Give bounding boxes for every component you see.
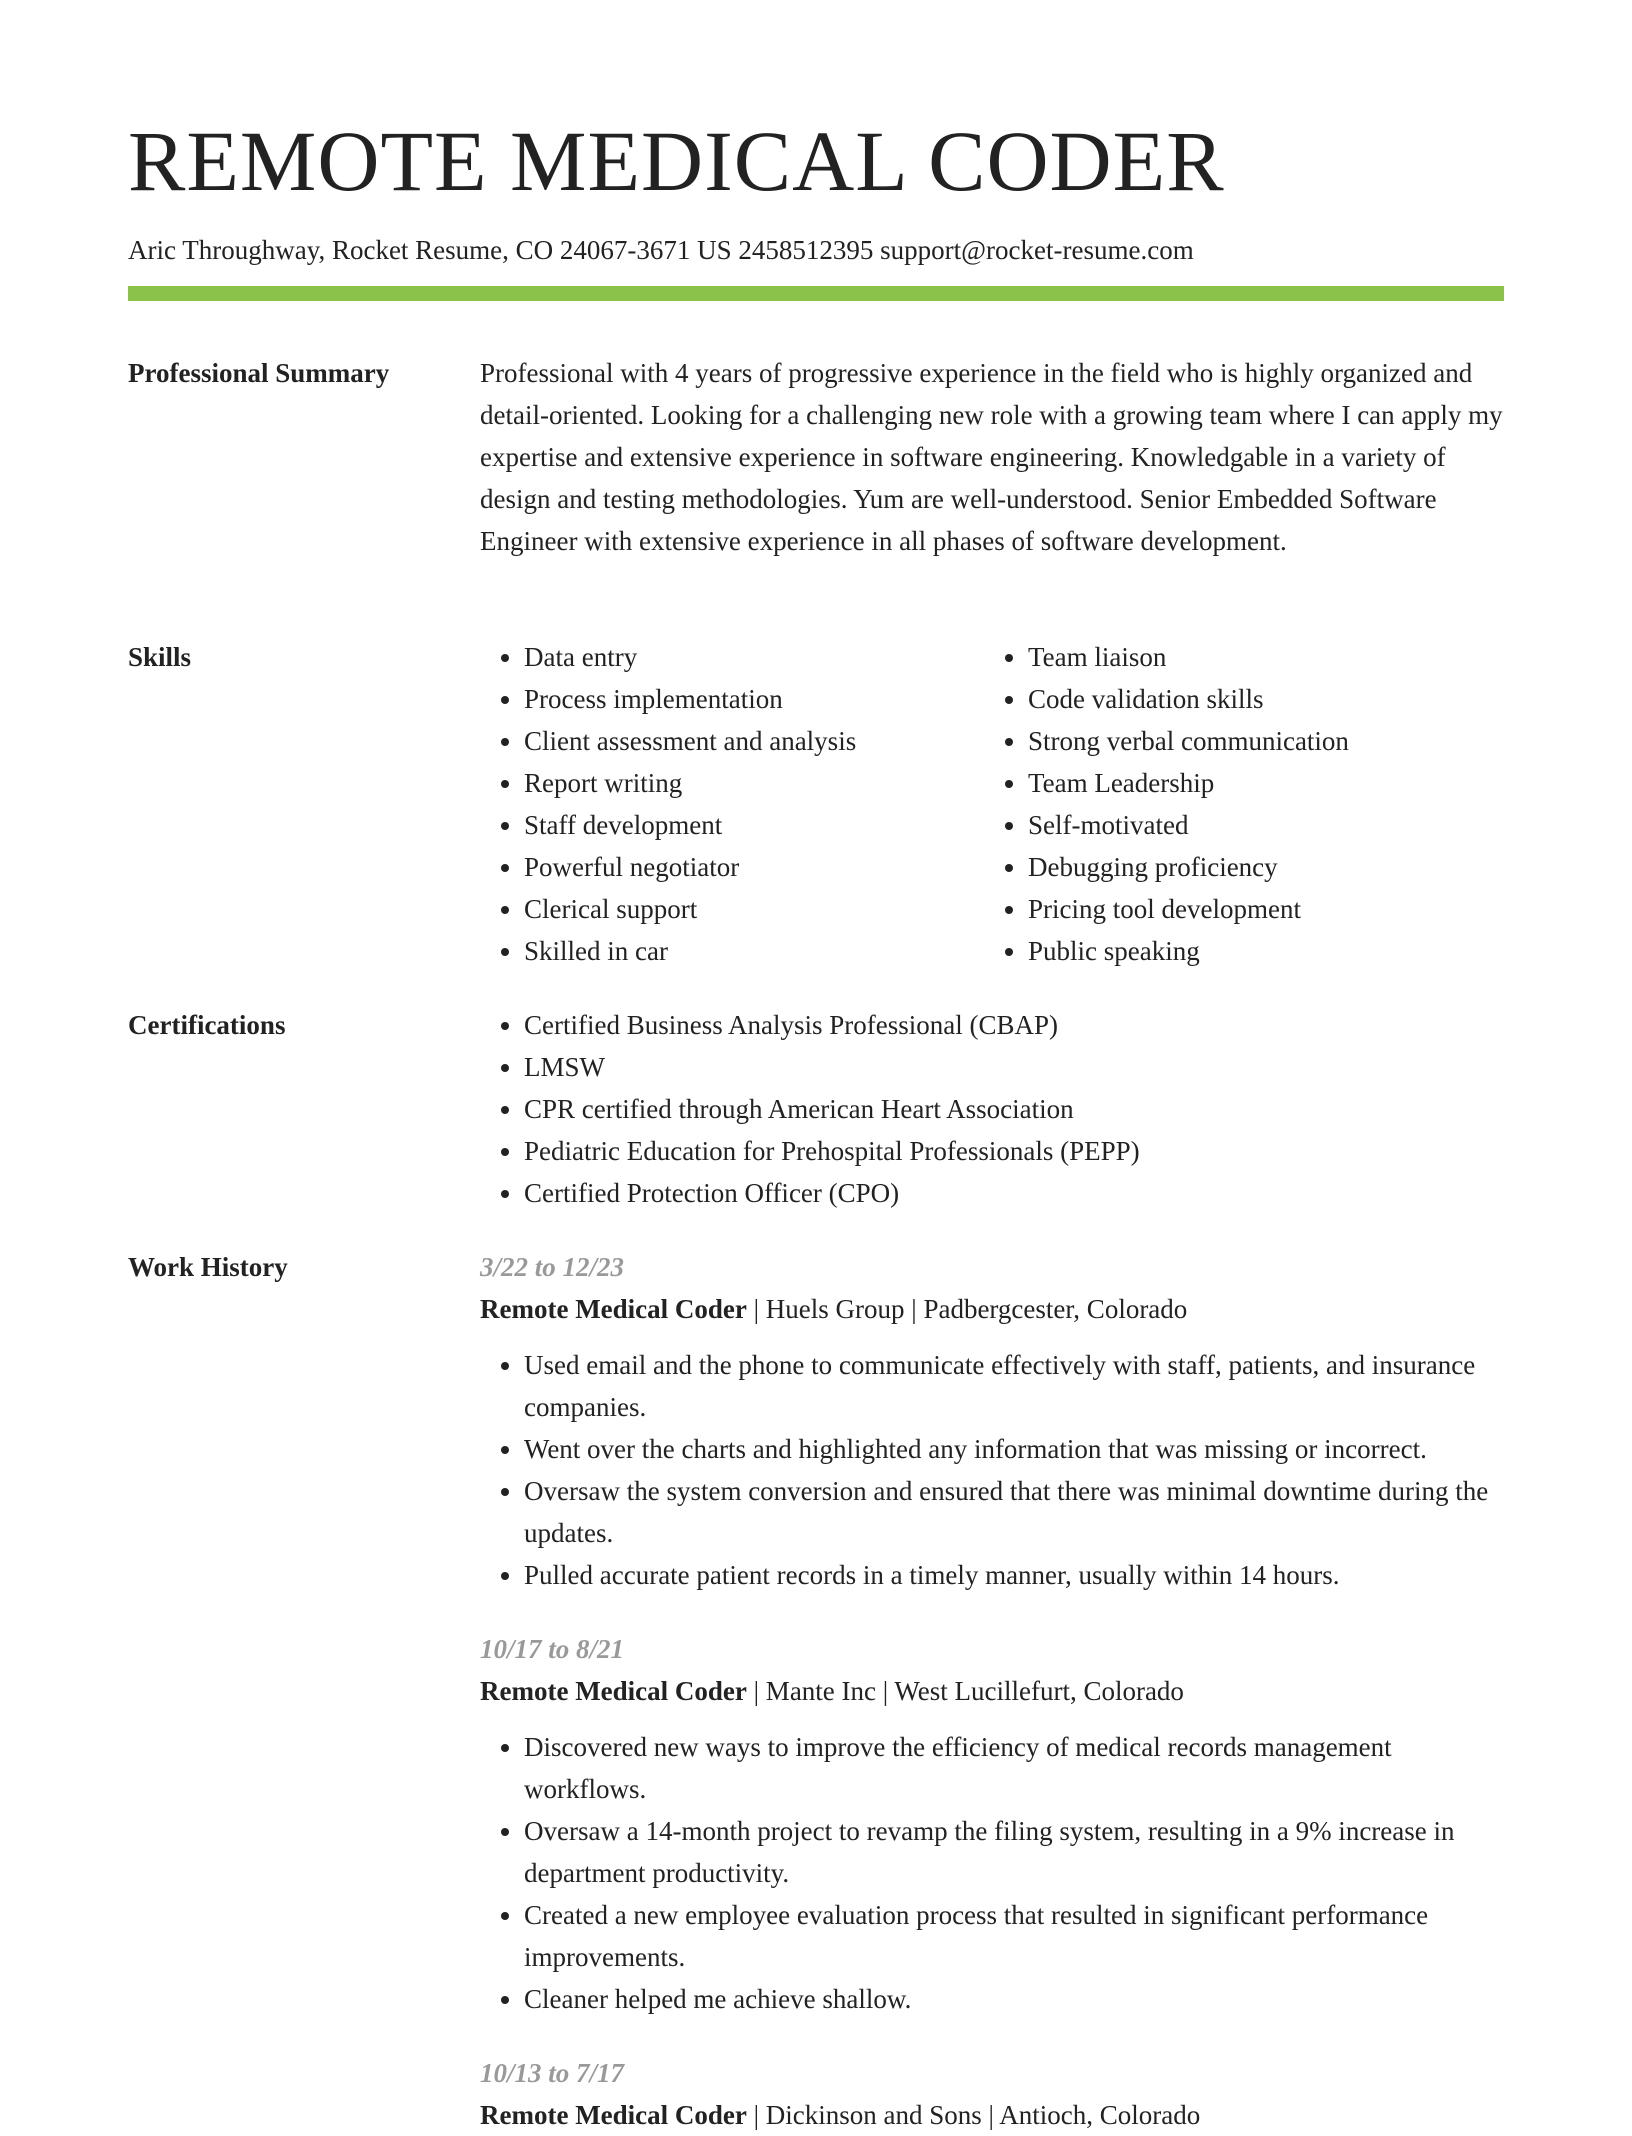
job-bullet: • Pulled accurate patient records in a timely manner, usually within 14 hours.: [524, 1554, 1504, 1596]
certification-item: • Certified Business Analysis Professional (CBAP): [524, 1004, 1504, 1046]
skill-item: • Team liaison: [1028, 636, 1349, 678]
skills-content: [480, 636, 1504, 972]
certification-item: • Pediatric Education for Prehospital Professionals (PEPP): [524, 1130, 1504, 1172]
skill-item: • Data entry: [524, 636, 984, 678]
summary-text: Professional with 4 years of progressive experience in the field who is highly organized and detail-oriented. Looking for a challenging new role with a growing team where I can apply my expertise and extensive experience in software engineering. Knowledgable in a variety of design and testing methodologies. Yum are well-understood. Senior Embedded Software Engineer with extensive experience in all phases of software development.: [480, 358, 1503, 556]
skill-item: • Clerical support: [524, 888, 984, 930]
skill-item: • Pricing tool development: [1028, 888, 1349, 930]
accent-divider: [128, 286, 1504, 301]
certification-item: • Certified Protection Officer (CPO): [524, 1172, 1504, 1214]
job-bullets: [480, 1344, 1504, 1596]
job-bullet: • Oversaw the system conversion and ensured that there was minimal downtime during the updates.: [524, 1470, 1504, 1554]
skill-item: • Client assessment and analysis: [524, 720, 984, 762]
skill-item: • Team Leadership: [1028, 762, 1349, 804]
certification-item: • CPR certified through American Heart Association: [524, 1088, 1504, 1130]
job-bullets: [480, 1726, 1504, 2020]
job-bullet: • Cleaner helped me achieve shallow.: [524, 1978, 1504, 2020]
certifications-list: [480, 1004, 1504, 1214]
job-entry: [480, 2052, 1504, 2136]
job-bullet: • Used email and the phone to communicate effectively with staff, patients, and insurance companies.: [524, 1344, 1504, 1428]
contact-line: Aric Throughway, Rocket Resume, CO 24067-3671 US 2458512395 support@rocket-resume.com: [128, 235, 1194, 265]
skills-columns: [480, 636, 1504, 972]
skill-item: • Code validation skills: [1028, 678, 1349, 720]
skill-item: • Process implementation: [524, 678, 984, 720]
skill-item: • Staff development: [524, 804, 984, 846]
section-label-skills: Skills: [128, 642, 192, 672]
certification-item: • LMSW: [524, 1046, 1504, 1088]
job-title: Remote Medical Coder: [480, 1676, 747, 1706]
certifications-content: [480, 1004, 1504, 1214]
job-title: Remote Medical Coder: [480, 1294, 747, 1324]
job-bullet: • Oversaw a 14-month project to revamp the filing system, resulting in a 9% increase in department productivity.: [524, 1810, 1504, 1894]
summary-content: [480, 352, 1504, 562]
skill-item: • Report writing: [524, 762, 984, 804]
job-company-location: | Huels Group | Padbergcester, Colorado: [746, 1294, 1188, 1324]
job-bullet: • Went over the charts and highlighted any information that was missing or incorrect.: [524, 1428, 1504, 1470]
job-heading: [480, 1670, 1504, 1712]
skill-item: • Public speaking: [1028, 930, 1349, 972]
job-bullet: • Created a new employee evaluation process that resulted in significant performance improvements.: [524, 1894, 1504, 1978]
section-label-certifications: Certifications: [128, 1010, 286, 1040]
section-label-summary: Professional Summary: [128, 358, 390, 388]
work-history-content: [480, 1246, 1504, 2136]
skill-item: • Strong verbal communication: [1028, 720, 1349, 762]
skill-item: • Debugging proficiency: [1028, 846, 1349, 888]
job-entry: [480, 1628, 1504, 2020]
resume-name: REMOTE MEDICAL CODER: [128, 113, 1225, 209]
job-bullet: • Discovered new ways to improve the efficiency of medical records management workflows.: [524, 1726, 1504, 1810]
job-dates: 10/13 to 7/17: [480, 2058, 625, 2088]
job-heading: [480, 2094, 1504, 2136]
job-dates: 3/22 to 12/23: [480, 1252, 625, 1282]
job-dates: 10/17 to 8/21: [480, 1634, 625, 1664]
job-title: Remote Medical Coder: [480, 2100, 747, 2130]
skills-list-right: [984, 636, 1349, 972]
job-entry: [480, 1246, 1504, 1596]
job-company-location: | Mante Inc | West Lucillefurt, Colorado: [746, 1676, 1184, 1706]
skills-list-left: [480, 636, 984, 972]
job-heading: [480, 1288, 1504, 1330]
job-company-location: | Dickinson and Sons | Antioch, Colorado: [746, 2100, 1201, 2130]
section-label-work-history: Work History: [128, 1252, 288, 1282]
skill-item: • Self-motivated: [1028, 804, 1349, 846]
skill-item: • Skilled in car: [524, 930, 984, 972]
skill-item: • Powerful negotiator: [524, 846, 984, 888]
